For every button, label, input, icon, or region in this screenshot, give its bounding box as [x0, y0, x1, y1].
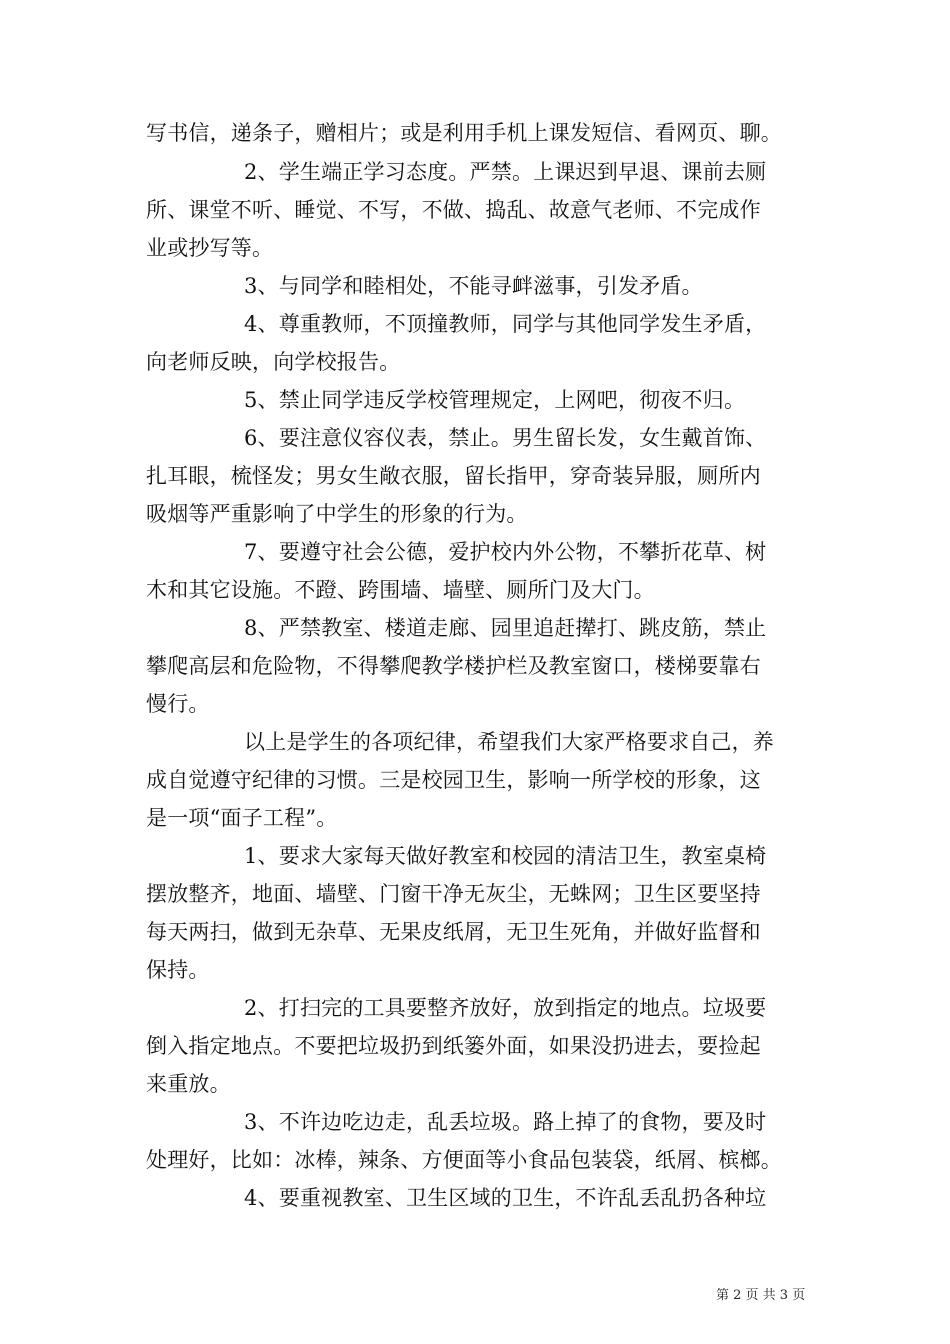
- text-line: 扎耳眼，梳怪发；男女生敞衣服，留长指甲，穿奇装异服，厕所内: [146, 464, 761, 488]
- text-line: 写书信，递条子，赠相片；或是利用手机上课发短信、看网页、聊。: [146, 121, 782, 145]
- text-line: 1、要求大家每天做好教室和校园的清洁卫生，教室桌椅: [244, 844, 767, 868]
- text-line: 2、打扫完的工具要整齐放好，放到指定的地点。垃圾要: [244, 996, 767, 1020]
- text-line: 3、不许边吃边走，乱丢垃圾。路上掉了的食物，要及时: [244, 1110, 767, 1134]
- text-line: 来重放。: [146, 1072, 231, 1096]
- text-line: 以上是学生的各项纪律，希望我们大家严格要求自己，养: [244, 730, 774, 754]
- text-line: 倒入指定地点。不要把垃圾扔到纸篓外面，如果没扔进去，要捡起: [146, 1034, 761, 1058]
- text-line: 吸烟等严重影响了中学生的形象的行为。: [146, 502, 528, 526]
- text-line: 保持。: [146, 958, 210, 982]
- text-line: 3、与同学和睦相处，不能寻衅滋事，引发矛盾。: [244, 274, 703, 298]
- text-line: 木和其它设施。不蹬、跨围墙、墙壁、厕所门及大门。: [146, 578, 655, 602]
- text-line: 慢行。: [146, 692, 210, 716]
- text-line: 处理好，比如：冰棒，辣条、方便面等小食品包装袋，纸屑、槟榔。: [146, 1148, 782, 1172]
- text-line: 2、学生端正学习态度。严禁。上课迟到早退、课前去厕: [244, 160, 767, 184]
- text-line: 向老师反映，向学校报告。: [146, 350, 401, 374]
- text-line: 是一项“面子工程”。: [146, 806, 338, 830]
- text-line: 5、禁止同学违反学校管理规定，上网吧，彻夜不归。: [244, 388, 746, 412]
- text-line: 每天两扫，做到无杂草、无果皮纸屑，无卫生死角，并做好监督和: [146, 920, 761, 944]
- text-line: 成自觉遵守纪律的习惯。三是校园卫生，影响一所学校的形象，这: [146, 768, 761, 792]
- page-number-footer: 第 2 页 共 3 页: [716, 1288, 806, 1303]
- text-line: 所、课堂不听、睡觉、不写，不做、捣乱、故意气老师、不完成作: [146, 198, 761, 222]
- text-line: 业或抄写等。: [146, 236, 274, 260]
- text-line: 6、要注意仪容仪表，禁止。男生留长发，女生戴首饰、: [244, 426, 767, 450]
- text-line: 7、要遵守社会公德，爱护校内外公物，不攀折花草、树: [244, 540, 767, 564]
- text-line: 摆放整齐，地面、墙壁、门窗干净无灰尘，无蛛网；卫生区要坚持: [146, 882, 761, 906]
- text-line: 4、尊重教师，不顶撞教师，同学与其他同学发生矛盾，: [244, 312, 767, 336]
- text-line: 4、要重视教室、卫生区域的卫生，不许乱丢乱扔各种垃: [244, 1186, 767, 1210]
- text-line: 8、严禁教室、楼道走廊、园里追赶撵打、跳皮筋，禁止: [244, 616, 767, 640]
- text-line: 攀爬高层和危险物，不得攀爬教学楼护栏及教室窗口，楼梯要靠右: [146, 654, 761, 678]
